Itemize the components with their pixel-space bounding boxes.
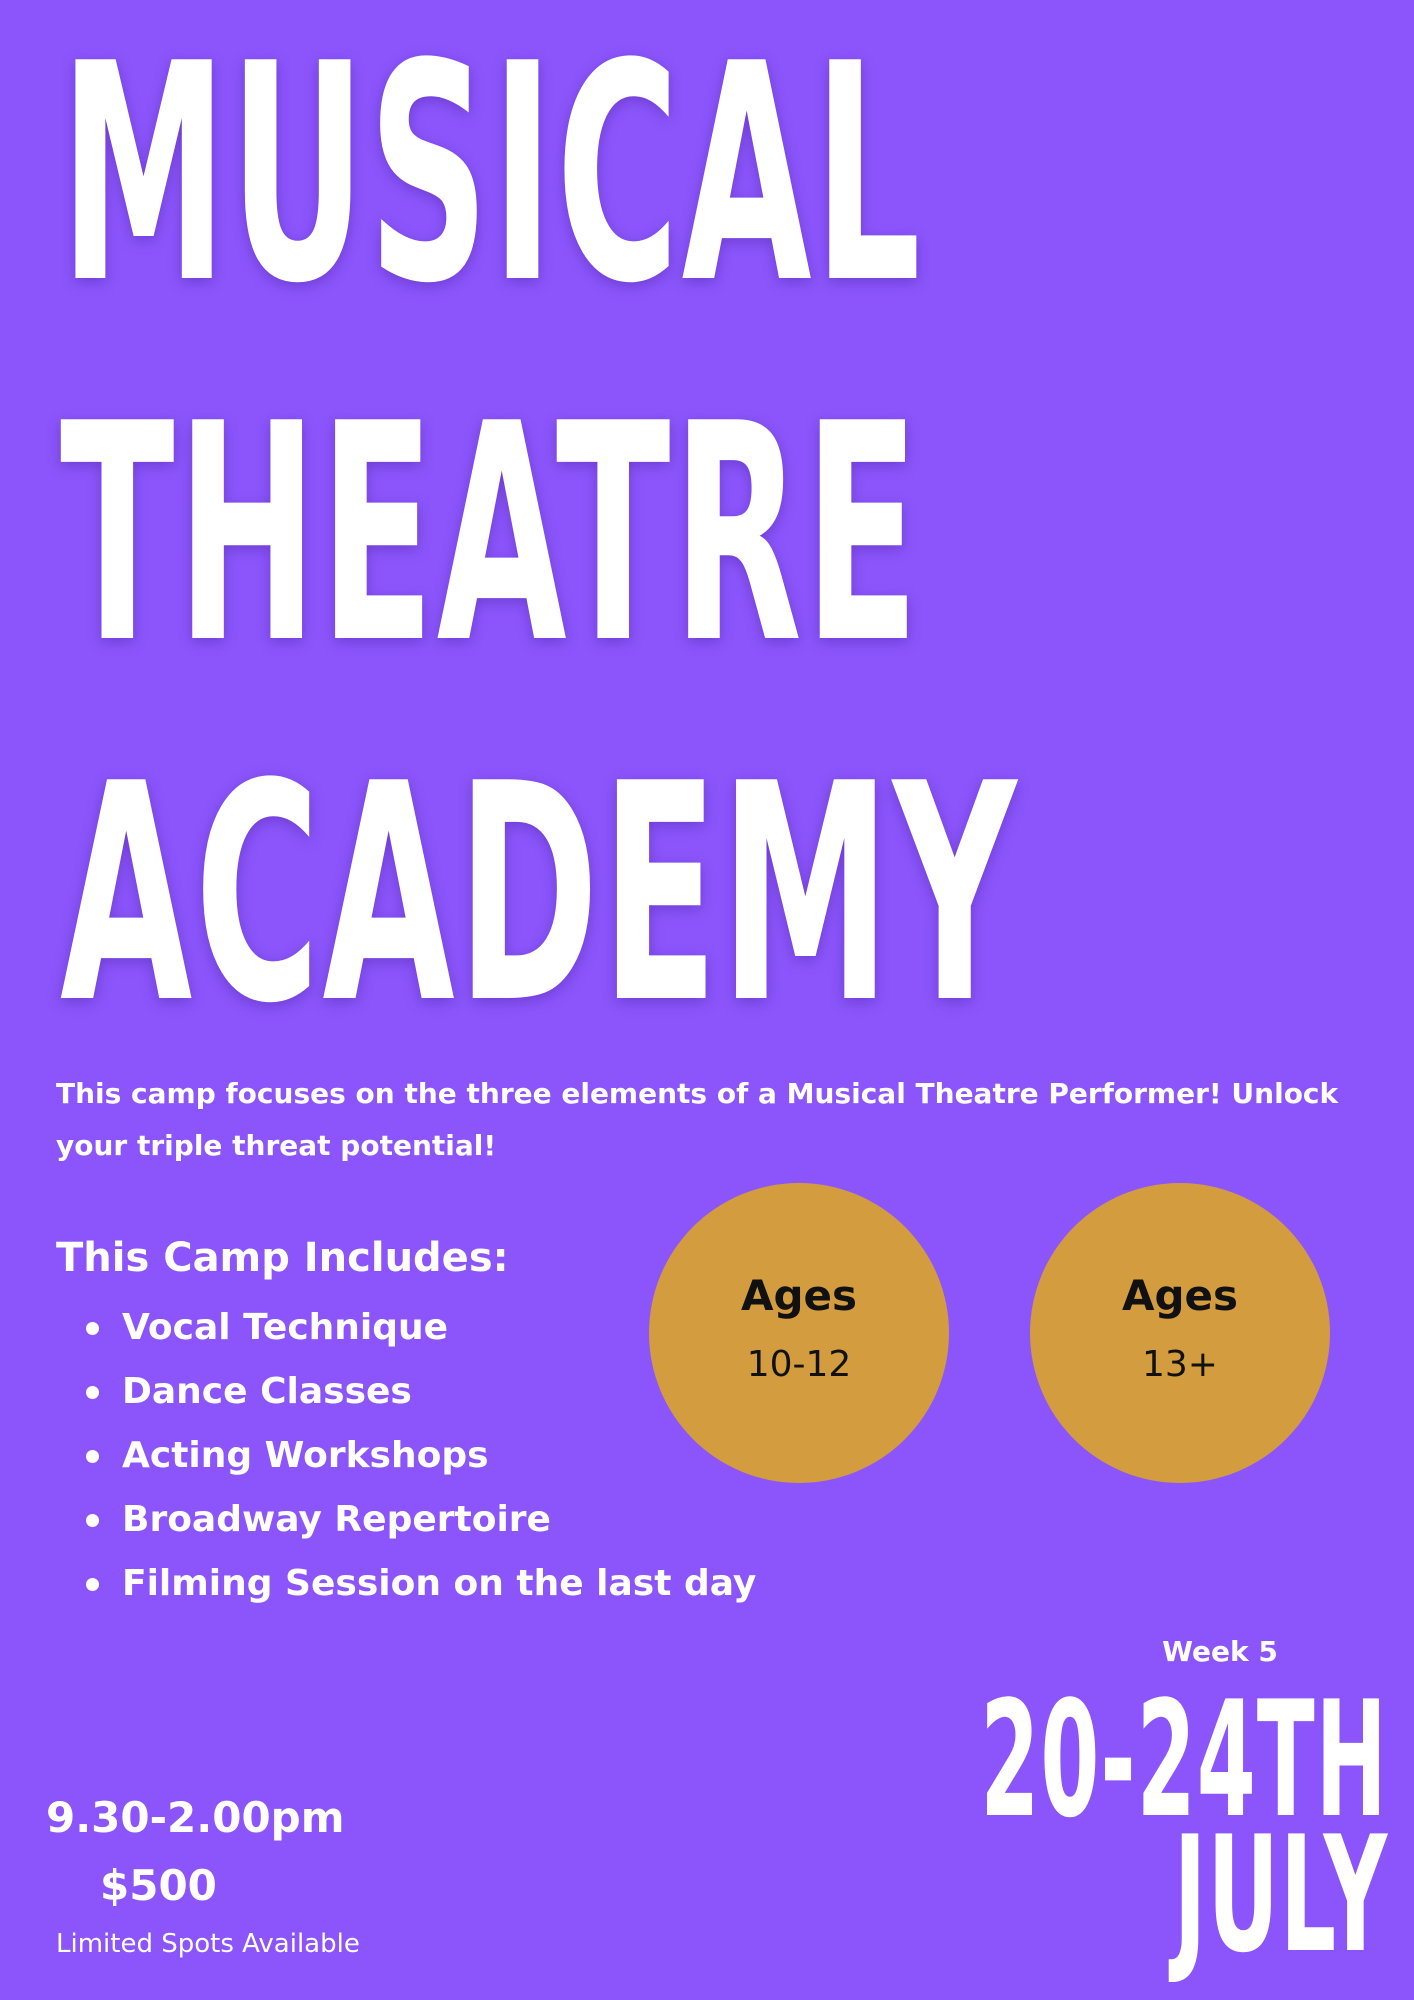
list-item-label: Broadway Repertoire	[122, 1499, 551, 1540]
list-item-label: Acting Workshops	[122, 1435, 489, 1476]
list-item	[70, 1488, 756, 1552]
availability-note: Limited Spots Available	[56, 1929, 360, 1959]
week-label: Week 5	[1162, 1635, 1278, 1668]
bullet-icon	[86, 1450, 99, 1463]
session-time: 9.30-2.00pm	[46, 1793, 345, 1842]
age-badge-range: 13+	[1142, 1344, 1218, 1385]
bullet-icon	[86, 1386, 99, 1399]
dates-line-1: 20-24TH	[980, 1666, 1388, 1853]
title-line-1: MUSICAL	[60, 0, 924, 349]
list-item-label: Dance Classes	[122, 1371, 412, 1412]
title-line-3: ACADEMY	[60, 720, 1019, 1069]
age-badge-10-12	[649, 1183, 949, 1483]
age-badge-label: Ages	[1121, 1271, 1239, 1320]
price: $500	[100, 1861, 217, 1910]
includes-heading: This Camp Includes:	[56, 1235, 509, 1281]
list-item-label: Vocal Technique	[122, 1307, 449, 1348]
age-badge-13-plus	[1030, 1183, 1330, 1483]
title-line-2: THEATRE	[60, 360, 922, 709]
camp-description: This camp focuses on the three elements of a Musical Theatre Performer! Unlock your triple threat potential!	[56, 1077, 1339, 1162]
bullet-icon	[86, 1578, 99, 1591]
list-item	[70, 1552, 756, 1616]
age-badge-range: 10-12	[746, 1344, 852, 1385]
list-item-label: Filming Session on the last day	[122, 1563, 757, 1604]
bullet-icon	[86, 1322, 99, 1335]
bullet-icon	[86, 1514, 99, 1527]
age-badge-label: Ages	[740, 1271, 858, 1320]
list-item	[70, 1424, 756, 1488]
dates-line-2: JULY	[1173, 1801, 1388, 1988]
